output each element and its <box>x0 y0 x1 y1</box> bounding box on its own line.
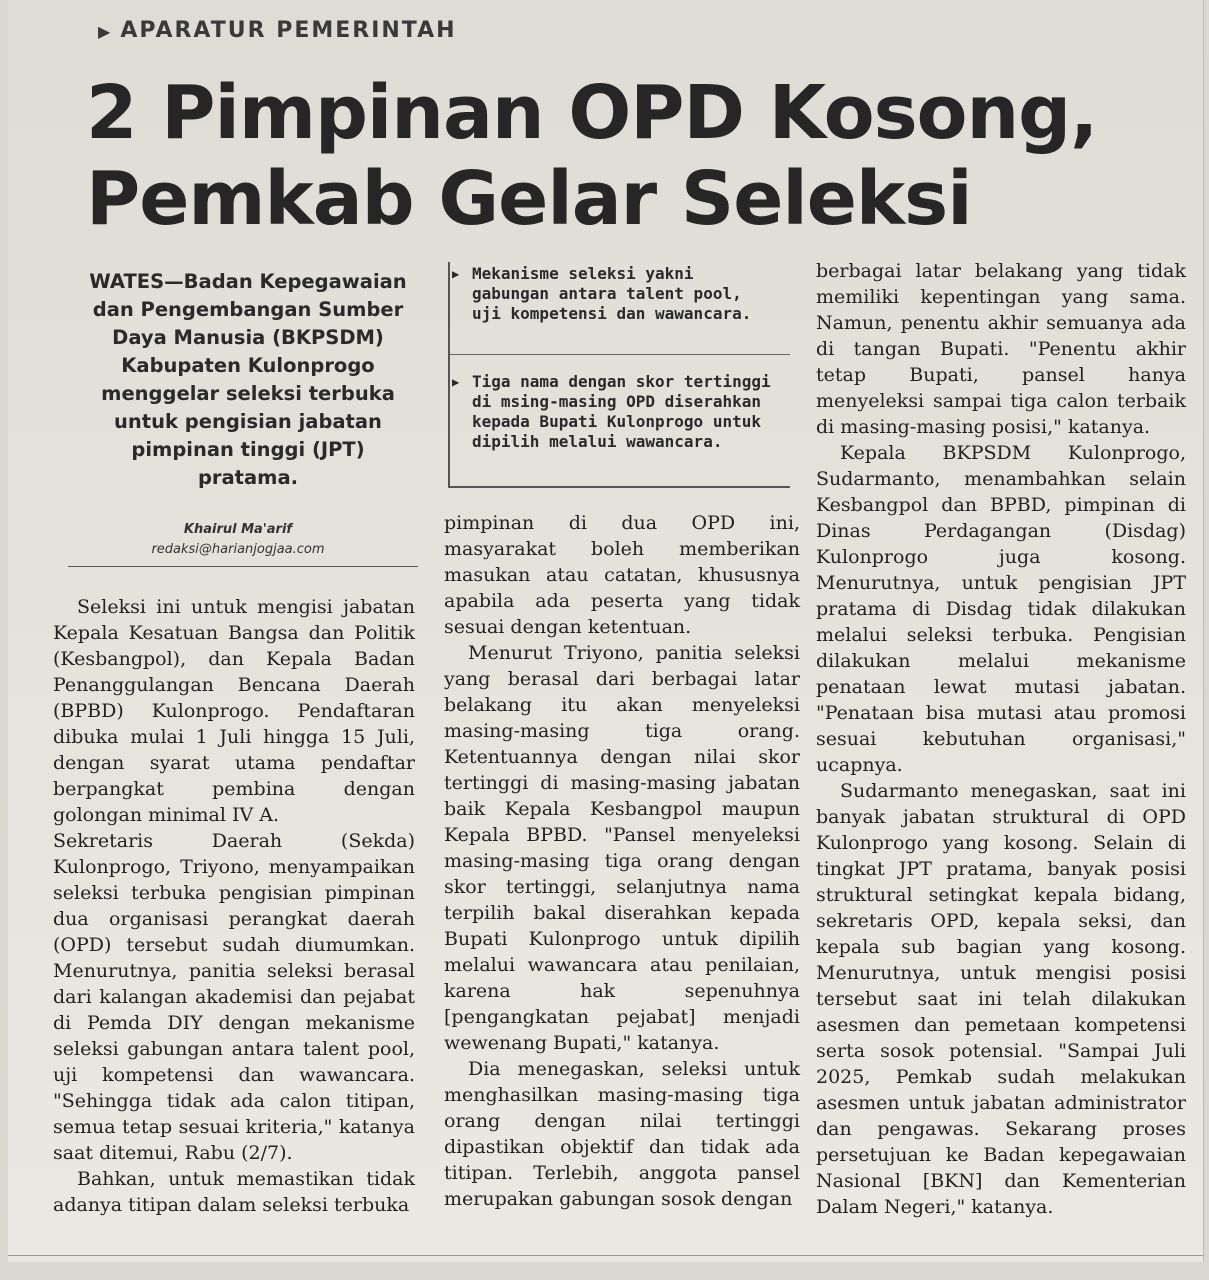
author-email: redaksi@harianjogjaa.com <box>151 542 325 557</box>
headline-line-2: Pemkab Gelar Seleksi <box>86 156 972 242</box>
paragraph: Sekretaris Daerah (Sekda) Kulonprogo, Triyono, menyampaikan seleksi terbuka pengisian pimpinan dua organisasi perangkat daerah (OPD) tersebut sudah diumumkan. Menurutnya, panitia seleksi berasal dari kalangan akademisi dan pejabat di Pemda DIY dengan mekanisme seleksi gabungan antara talent pool, uji kompetensi dan wawancara. "Sehingga tidak ada calon titipan, semua tetap sesuai kriteria," katanya saat ditemui, Rabu (2/7). <box>53 830 415 1164</box>
section-rubric <box>98 18 457 43</box>
headline-line-1: 2 Pimpinan OPD Kosong, <box>86 70 1098 156</box>
page-bottom-rule <box>8 1255 1203 1256</box>
triangle-bullet-icon: ▶ <box>452 267 460 281</box>
paragraph: berbagai latar belakang yang tidak memiliki kepentingan yang sama. Namun, penentu akhir semuanya ada di tangan Bupati. "Penentu akhir tetap Bupati, pansel hanya menyeleksi sampai tiga calon terbaik di masing-masing posisi," katanya. <box>816 260 1186 438</box>
paragraph: Bahkan, untuk memastikan tidak adanya titipan dalam seleksi terbuka <box>53 1168 415 1216</box>
highlight-text: Tiga nama dengan skor tertinggi di msing-masing OPD diserahkan kepada Bupati Kulonprogo untuk dipilih melalui wawancara. <box>472 372 771 451</box>
lead-paragraph: WATES—Badan Kepegawaian dan Pengembangan Sumber Daya Manusia (BKPSDM) Kabupaten Kulonprogo menggelar seleksi terbuka untuk pengisian jabatan pimpinan tinggi (JPT) pratama. <box>89 270 407 489</box>
byline <box>68 520 408 560</box>
rubric-label: APARATUR PEMERINTAH <box>120 18 457 43</box>
highlights-box <box>448 262 790 488</box>
highlight-text: Mekanisme seleksi yakni gabungan antara talent pool, uji kompetensi dan wawancara. <box>472 264 752 323</box>
article-column-1 <box>53 594 415 1218</box>
paragraph: pimpinan di dua OPD ini, masyarakat boleh memberikan masukan atau catatan, khususnya apabila ada peserta yang tidak sesuai dengan ketentuan. <box>444 512 800 638</box>
paragraph: Dia menegaskan, seleksi untuk menghasilkan masing-masing tiga orang dengan nilai tertinggi dipastikan objektif dan tidak ada titipan. Terlebih, anggota pansel merupakan gabungan sosok dengan <box>444 1058 800 1210</box>
article-column-3 <box>816 258 1186 1220</box>
article-column-2 <box>444 510 800 1212</box>
author-name: Khairul Ma'arif <box>183 522 293 537</box>
newspaper-page <box>8 0 1204 1262</box>
paragraph: Kepala BKPSDM Kulonprogo, Sudarmanto, menambahkan selain Kesbangpol dan BPBD, pimpinan di Dinas Perdagangan (Disdag) Kulonprogo juga kosong. Menurutnya, untuk pengisian JPT pratama di Disdag tidak dilakukan melalui seleksi terbuka. Pengisian dilakukan melalui mekanisme penataan lewat mutasi jabatan. "Penataan bisa mutasi atau promosi sesuai kebutuhan organisasi," ucapnya. <box>816 442 1186 776</box>
paragraph: Seleksi ini untuk mengisi jabatan Kepala Kesatuan Bangsa dan Politik (Kesbangpol), dan Kepala Badan Penanggulangan Bencana Daerah (BPBD) Kulonprogo. Pendaftaran dibuka mulai 1 Juli hingga 15 Juli, dengan syarat utama pendaftar berpangkat pembina dengan golongan minimal IV A. <box>53 596 415 826</box>
byline-divider <box>68 566 418 567</box>
highlight-divider <box>450 354 790 355</box>
highlight-item <box>452 372 772 452</box>
paragraph: Menurut Triyono, panitia seleksi yang berasal dari berbagai latar belakang itu akan menyeleksi masing-masing tiga orang. Ketentuannya dengan nilai skor tertinggi di masing-masing jabatan baik Kepala Kesbangpol maupun Kepala BPBD. "Pansel menyeleksi masing-masing tiga orang dengan skor tertinggi, selanjutnya nama terpilih bakal diserahkan kepada Bupati Kulonprogo untuk dipilih melalui wawancara atau penilaian, karena hak sepenuhnya [pengangkatan pejabat] menjadi wewenang Bupati," katanya. <box>444 642 800 1054</box>
paragraph: Sudarmanto menegaskan, saat ini banyak jabatan struktural di OPD Kulonprogo yang kosong. Selain di tingkat JPT pratama, banyak posisi struktural setingkat kepala bidang, sekretaris OPD, kepala seksi, dan kepala sub bagian yang kosong. Menurutnya, untuk mengisi posisi tersebut saat ini telah dilakukan asesmen dan pemetaan kompetensi serta sosok potensial. "Sampai Juli 2025, Pemkab sudah melakukan asesmen untuk jabatan administrator dan pengawas. Sekarang proses persetujuan ke Badan kepegawaian Nasional [BKN] dan Kementerian Dalam Negeri," katanya. <box>816 780 1186 1218</box>
headline <box>86 70 1176 242</box>
triangle-bullet-icon: ▶ <box>452 375 460 389</box>
triangle-bullet-icon: ▶ <box>98 22 113 41</box>
highlight-item <box>452 264 772 324</box>
